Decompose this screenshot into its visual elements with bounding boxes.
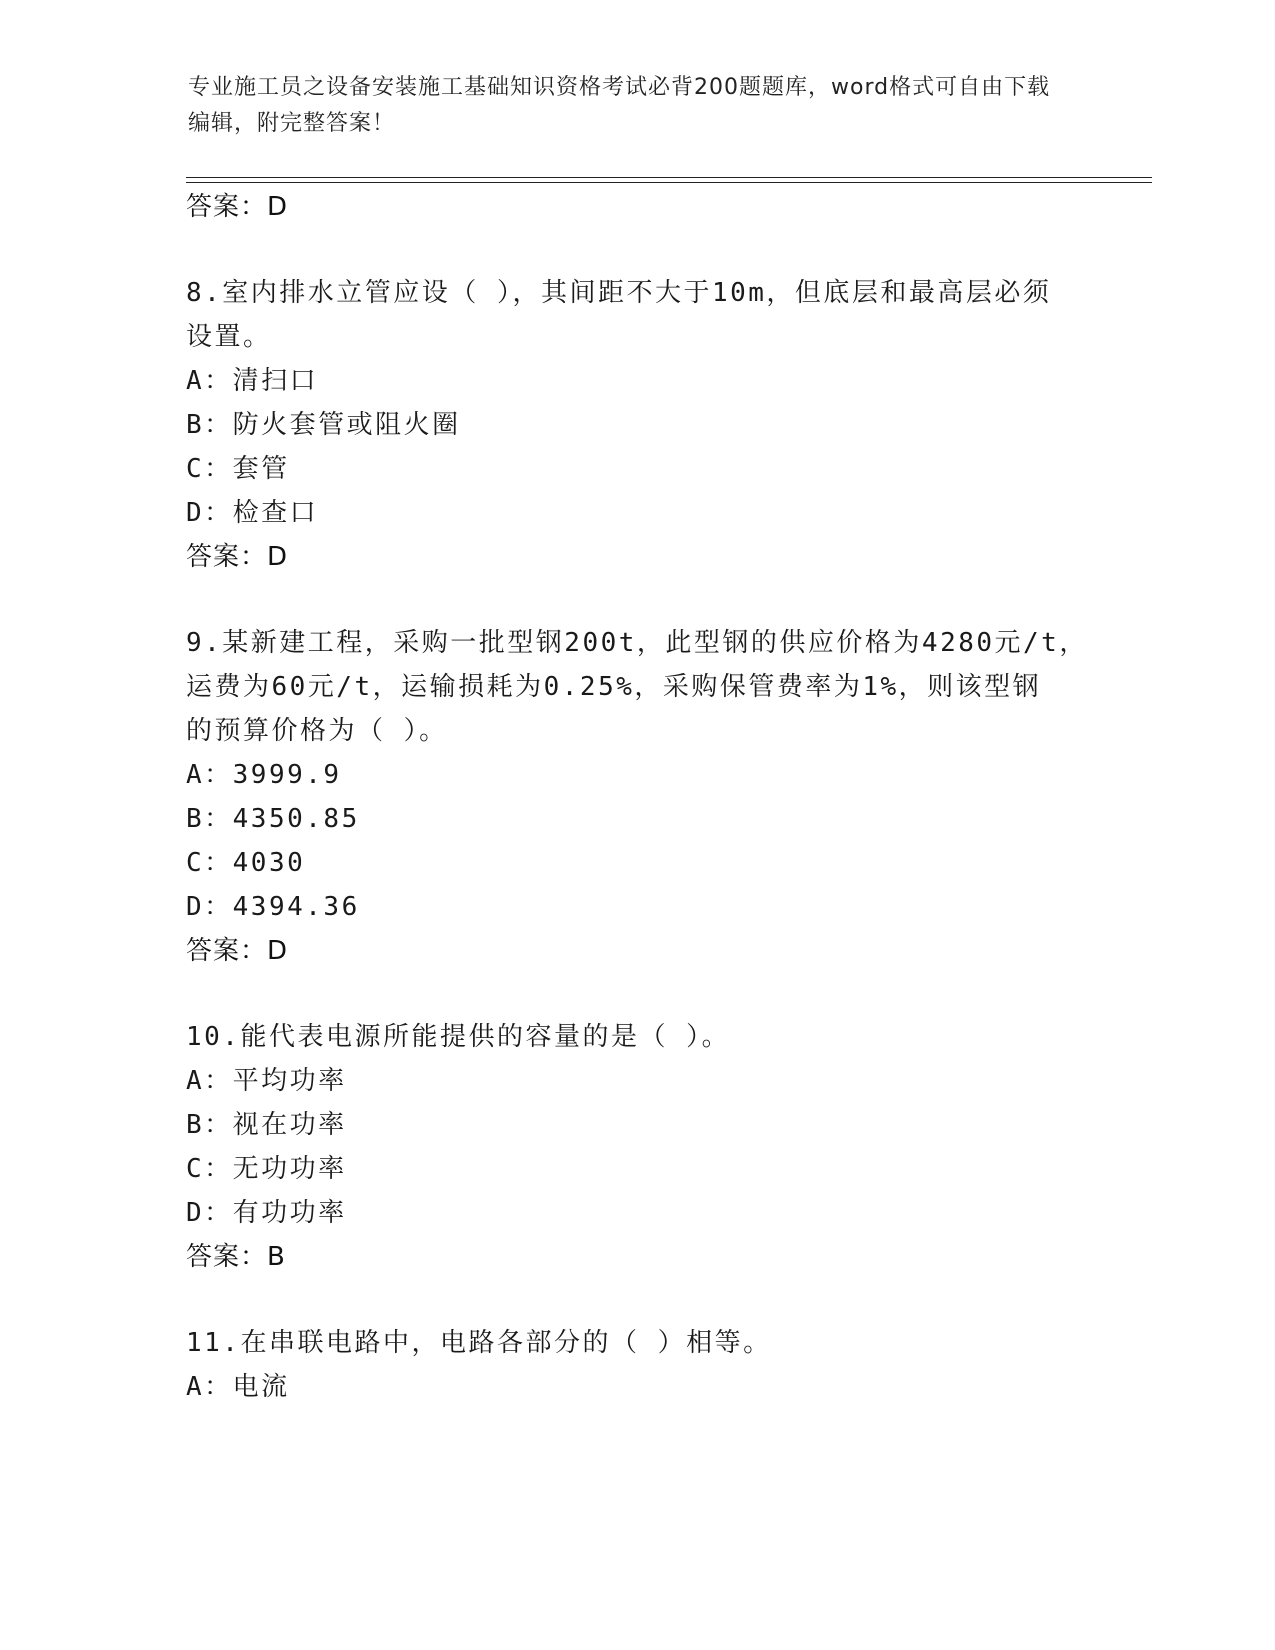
question-8-option-d: D：检查口 xyxy=(186,498,319,528)
question-8-option-b: B：防火套管或阻火圈 xyxy=(186,410,461,440)
question-10-answer: 答案：B xyxy=(186,1242,286,1272)
question-10-option-d: D：有功功率 xyxy=(186,1198,347,1228)
question-8-answer: 答案：D xyxy=(186,542,289,572)
question-9-option-c: C：4030 xyxy=(186,848,306,878)
question-9-text-line-1: 9.某新建工程，采购一批型钢200t，此型钢的供应价格为4280元/t， xyxy=(186,628,1088,658)
question-11-option-a: A：电流 xyxy=(186,1372,290,1402)
header-title: 专业施工员之设备安装施工基础知识资格考试必背200题题库，word格式可自由下载编辑，附完整答案！ xyxy=(188,75,1051,136)
answer-line: 答案：D xyxy=(186,192,289,222)
question-9-option-b: B：4350.85 xyxy=(186,804,360,834)
header-divider-bottom xyxy=(186,182,1152,183)
question-10-option-c: C：无功功率 xyxy=(186,1154,347,1184)
question-9-text-line-3: 的预算价格为（ ）。 xyxy=(186,716,448,746)
question-9-text-line-2: 运费为60元/t，运输损耗为0.25%，采购保管费率为1%，则该型钢 xyxy=(186,672,1042,702)
question-10-option-b: B：视在功率 xyxy=(186,1110,347,1140)
question-8-text-line-2: 设置。 xyxy=(186,322,272,352)
question-11-text-line-1: 11.在串联电路中，电路各部分的（ ）相等。 xyxy=(186,1328,772,1358)
question-8-option-a: A：清扫口 xyxy=(186,366,319,396)
question-10-option-a: A：平均功率 xyxy=(186,1066,347,1096)
question-8-option-c: C：套管 xyxy=(186,454,290,484)
document-header xyxy=(188,70,1068,142)
question-8-text-line-1: 8.室内排水立管应设（ ），其间距不大于10m，但底层和最高层必须 xyxy=(186,278,1052,308)
header-divider-top xyxy=(186,177,1152,178)
question-9-option-d: D：4394.36 xyxy=(186,892,360,922)
question-10-text-line-1: 10.能代表电源所能提供的容量的是（ ）。 xyxy=(186,1022,731,1052)
question-9-option-a: A：3999.9 xyxy=(186,760,342,790)
question-9-answer: 答案：D xyxy=(186,936,289,966)
